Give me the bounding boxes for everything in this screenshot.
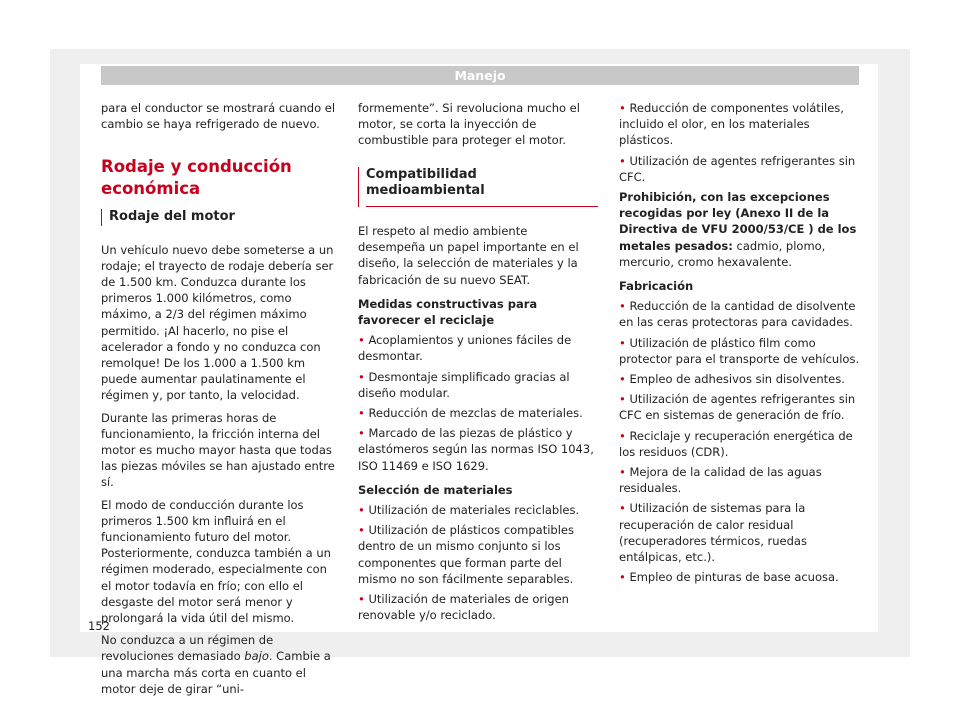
- bullet-text: Empleo de adhesivos sin disolventes.: [629, 372, 845, 387]
- bullet-item: [619, 371, 863, 387]
- bullet-text: Utilización de sistemas para la recuperación de calor residual (recuperadores térmicos, ruedas entálpicas, etc.).: [619, 501, 807, 565]
- column-3: [619, 100, 863, 589]
- bullet-text: Utilización de plásticos compatibles dentro de un mismo conjunto si los componentes que forman parte del mismo no son fácilmente separables.: [358, 523, 574, 586]
- bullet-dot-icon: •: [358, 592, 369, 607]
- bullet-item: [358, 332, 598, 364]
- bullet-dot-icon: •: [358, 426, 369, 441]
- bullet-item: [619, 500, 863, 565]
- bullet-item: [358, 522, 598, 587]
- paragraph: [101, 632, 339, 697]
- section-title: Rodaje y conducción económica: [101, 157, 292, 199]
- text-run: cadmio, plomo, mercurio, cromo hexavalente.: [619, 238, 826, 269]
- bullet-item: [619, 569, 863, 585]
- bullet-item: [358, 369, 598, 401]
- page-number: 152: [88, 619, 110, 633]
- bullet-dot-icon: •: [358, 523, 369, 538]
- bullet-dot-icon: •: [358, 503, 369, 518]
- bold-text: Prohibición, con las excepciones recogidas por ley (Anexo II de la Directiva de VFU 2000/53/CE ) de los metales pesados:: [619, 190, 857, 253]
- bullet-text: Reducción de la cantidad de disolvente en las ceras protectoras para cavidades.: [619, 299, 856, 330]
- heading-medidas: Medidas constructivas para favorecer el reciclaje: [358, 296, 538, 328]
- bullet-text: Utilización de plástico film como protector para el transporte de vehículos.: [619, 335, 860, 366]
- bullet-text: Empleo de pinturas de base acuosa.: [629, 570, 839, 585]
- text-run: No conduzca a un régimen de revoluciones demasiado: [101, 633, 274, 664]
- paragraph-prohibicion: [619, 189, 863, 270]
- bullet-item: [619, 428, 863, 460]
- subsection-title-rodaje: Rodaje del motor: [101, 209, 339, 225]
- paragraph: formemente”. Si revoluciona mucho el motor, se corta la inyección de combustible para proteger el motor.: [358, 101, 580, 148]
- bullet-item: [358, 405, 598, 421]
- bullet-dot-icon: •: [619, 501, 630, 516]
- bullet-text: Utilización de agentes refrigerantes sin CFC.: [619, 153, 856, 184]
- subsection-title-text: Compatibilidad medioambiental: [366, 167, 598, 207]
- subsection-title-compatibilidad: [358, 167, 598, 207]
- text-run: . Cambie a una marcha más corta en cuanto el motor deje de girar “uni-: [101, 649, 331, 696]
- paragraph: Un vehículo nuevo debe someterse a un rodaje; el trayecto de rodaje debería ser de 1.500 km. Conduzca durante los primeros 1.000 kilómetros, como máximo, a 2/3 del régimen máximo permitido. ¡Al hacerlo, no pise el acelerador a fondo y no conduzca con remolque! De los 1.000 a 1.500 km puede aumentar paulatinamente el régimen y, por tanto, la velocidad.: [101, 242, 334, 403]
- bullet-dot-icon: •: [619, 335, 630, 350]
- bullet-dot-icon: •: [619, 465, 630, 480]
- bullet-dot-icon: •: [619, 372, 630, 387]
- bullet-text: Utilización de materiales de origen renovable y/o reciclado.: [358, 592, 569, 623]
- bullet-list: [619, 298, 863, 585]
- bullet-text: Desmontaje simplificado gracias al diseño modular.: [358, 369, 570, 400]
- heading-fabricacion: Fabricación: [619, 279, 694, 294]
- bullet-text: Utilización de agentes refrigerantes sin CFC en sistemas de generación de frío.: [619, 392, 856, 423]
- bullet-dot-icon: •: [619, 101, 630, 115]
- bullet-item: [619, 100, 863, 149]
- bullet-text: Reducción de componentes volátiles, incluido el olor, en los materiales plásticos.: [619, 101, 844, 148]
- bullet-dot-icon: •: [619, 428, 630, 443]
- column-1: [101, 100, 339, 703]
- bullet-text: Marcado de las piezas de plástico y elastómeros según las normas ISO 1043, ISO 11469 e ISO 1629.: [358, 426, 594, 473]
- bullet-dot-icon: •: [619, 153, 630, 168]
- bullet-text: Utilización de materiales reciclables.: [368, 503, 580, 518]
- bullet-item: [358, 425, 598, 474]
- bullet-text: Reciclaje y recuperación energética de los residuos (CDR).: [619, 428, 853, 459]
- bullet-item: [358, 591, 598, 623]
- paragraph: Durante las primeras horas de funcionamiento, la fricción interna del motor es mucho mayor hasta que todas las piezas móviles se han ajustado entre sí.: [101, 410, 335, 490]
- emphasis: bajo: [244, 649, 269, 664]
- bullet-text: Acoplamientos y uniones fáciles de desmontar.: [358, 333, 572, 364]
- bullet-list: [358, 332, 598, 474]
- bullet-dot-icon: •: [358, 406, 369, 421]
- section-header: Manejo: [101, 66, 859, 85]
- paragraph: El respeto al medio ambiente desempeña un papel importante en el diseño, la selección de materiales y la fabricación de su nuevo SEAT.: [358, 224, 579, 287]
- heading-seleccion: Selección de materiales: [358, 482, 513, 497]
- bullet-text: Mejora de la calidad de las aguas residuales.: [619, 465, 822, 496]
- bullet-item: [358, 502, 598, 518]
- bullet-item: [619, 298, 863, 330]
- bullet-dot-icon: •: [619, 392, 630, 407]
- bullet-dot-icon: •: [619, 570, 630, 585]
- column-2: [358, 100, 598, 627]
- bullet-item: [619, 335, 863, 367]
- paragraph: El modo de conducción durante los primeros 1.500 km influirá en el funcionamiento futuro del motor. Posteriormente, conduzca también a un régimen moderado, especialmente con el motor todavía en frío; con ello el desgaste del motor será menor y prolongará la vida útil del mismo.: [101, 497, 331, 626]
- bullet-dot-icon: •: [619, 299, 630, 314]
- bullet-list: [358, 502, 598, 623]
- bullet-item: [619, 391, 863, 423]
- bullet-text: Reducción de mezclas de materiales.: [368, 406, 583, 421]
- bullet-list: [619, 100, 863, 185]
- bullet-dot-icon: •: [358, 369, 369, 384]
- bullet-dot-icon: •: [358, 333, 369, 348]
- intro-text: para el conductor se mostrará cuando el cambio se haya refrigerado de nuevo.: [101, 101, 336, 132]
- bullet-item: [619, 153, 863, 185]
- bullet-item: [619, 464, 863, 496]
